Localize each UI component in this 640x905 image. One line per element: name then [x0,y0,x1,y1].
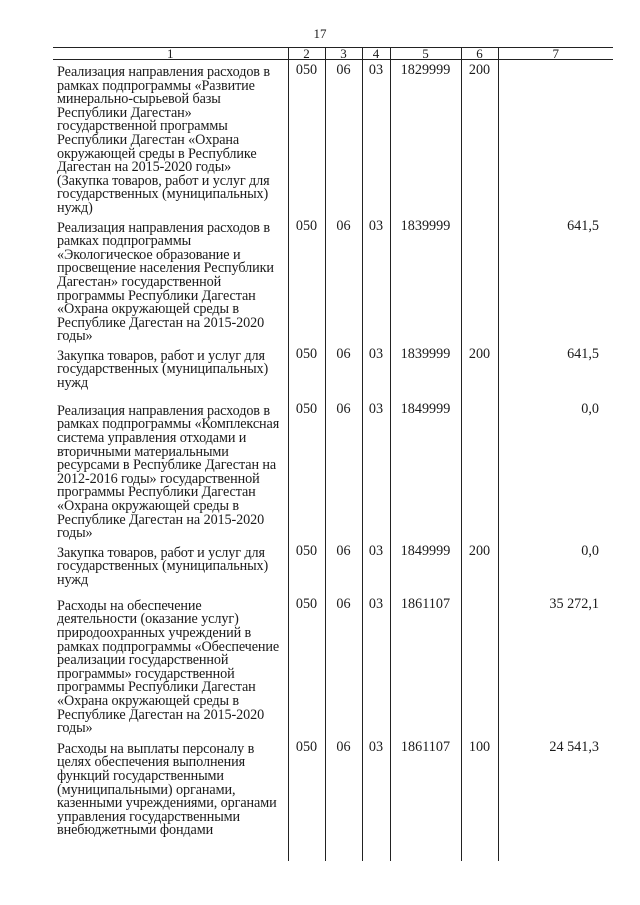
row-ministry-code: 050 [288,344,325,399]
row-expense-type-code: 200 [461,344,498,399]
header-row [53,48,613,60]
row-ministry-code: 050 [288,60,325,216]
row-ministry-code: 050 [288,737,325,861]
row-expense-type-code: 100 [461,737,498,861]
row-subsection-code: 03 [362,541,390,594]
row-description: Закупка товаров, работ и услуг для государственных (муниципальных) нужд [57,347,269,392]
row-subsection-code: 03 [362,344,390,399]
row-target-item-code: 1861107 [390,594,461,737]
column-header-1: 1 [53,48,288,60]
column-header-6: 6 [461,48,498,60]
row-subsection-code: 03 [362,737,390,861]
row-description: Реализация направления расходов в рамках подпрограммы «Комплексная система управления отходами и вторичными материальными ресурсами в Республике Дагестан на 2012-2016 годы» государственной программы Республики Дагестан «Охрана окружающей среды в Республике Дагестан на 2015-2020 годы» [57,402,280,542]
row-amount: 35 272,1 [498,594,613,737]
row-expense-type-code: 200 [461,541,498,594]
row-amount [498,60,613,216]
row-target-item-code: 1861107 [390,737,461,861]
row-section-code: 06 [325,344,362,399]
column-header-2: 2 [288,48,325,60]
row-expense-type-code [461,216,498,344]
row-description: Закупка товаров, работ и услуг для государственных (муниципальных) нужд [57,544,269,588]
row-section-code: 06 [325,737,362,861]
row-section-code: 06 [325,594,362,737]
column-header-3: 3 [325,48,362,60]
row-section-code: 06 [325,541,362,594]
page-number: 17 [313,26,327,41]
row-target-item-code: 1829999 [390,60,461,216]
row-target-item-code: 1839999 [390,216,461,344]
row-ministry-code: 050 [288,216,325,344]
table-row [53,399,613,541]
row-description: Расходы на выплаты персоналу в целях обеспечения выполнения функций государственными (муниципальными) органами, казенными учреждениями, органами управления государственными внебюджетными фондами [57,740,277,839]
row-subsection-code: 03 [362,216,390,344]
table-row [53,60,613,216]
row-subsection-code: 03 [362,399,390,541]
table-header [53,48,613,60]
column-header-4: 4 [362,48,390,60]
row-expense-type-code [461,594,498,737]
row-ministry-code: 050 [288,594,325,737]
row-ministry-code: 050 [288,399,325,541]
row-amount: 641,5 [498,344,613,399]
row-expense-type-code [461,399,498,541]
row-subsection-code: 03 [362,60,390,216]
row-amount: 641,5 [498,216,613,344]
row-amount: 24 541,3 [498,737,613,861]
table-row [53,216,613,344]
table-body [53,60,613,861]
column-header-7: 7 [498,48,613,60]
budget-table [53,47,613,861]
row-expense-type-code: 200 [461,60,498,216]
table-row [53,737,613,861]
row-section-code: 06 [325,60,362,216]
row-ministry-code: 050 [288,541,325,594]
row-section-code: 06 [325,216,362,344]
row-section-code: 06 [325,399,362,541]
row-target-item-code: 1849999 [390,399,461,541]
row-amount: 0,0 [498,541,613,594]
row-subsection-code: 03 [362,594,390,737]
column-header-5: 5 [390,48,461,60]
table-row [53,344,613,399]
row-description: Реализация направления расходов в рамках подпрограммы «Экологическое образование и просвещение населения Республики Дагестан» государственной программы Республики Дагестан «Охрана окружающей среды в Республике Дагестан на 2015-2020 годы» [57,219,274,345]
row-description: Расходы на обеспечение деятельности (оказание услуг) природоохранных учреждений в рамках подпрограммы «Обеспечение реализации государственной программы» государственной программы Республики Дагестан «Охрана окружающей среды в Республике Дагестан на 2015-2020 годы» [57,597,280,737]
table-row [53,594,613,737]
row-target-item-code: 1849999 [390,541,461,594]
row-description: Реализация направления расходов в рамках подпрограммы «Развитие минерально-сырьевой базы Республики Дагестан» государственной программы Республики Дагестан «Охрана окружающей среды в Республике Дагестан на 2015-2020 годы» (Закупка товаров, работ и услуг для государственных (муниципальных) нужд) [57,64,270,216]
table-row [53,541,613,594]
row-amount: 0,0 [498,399,613,541]
row-target-item-code: 1839999 [390,344,461,399]
